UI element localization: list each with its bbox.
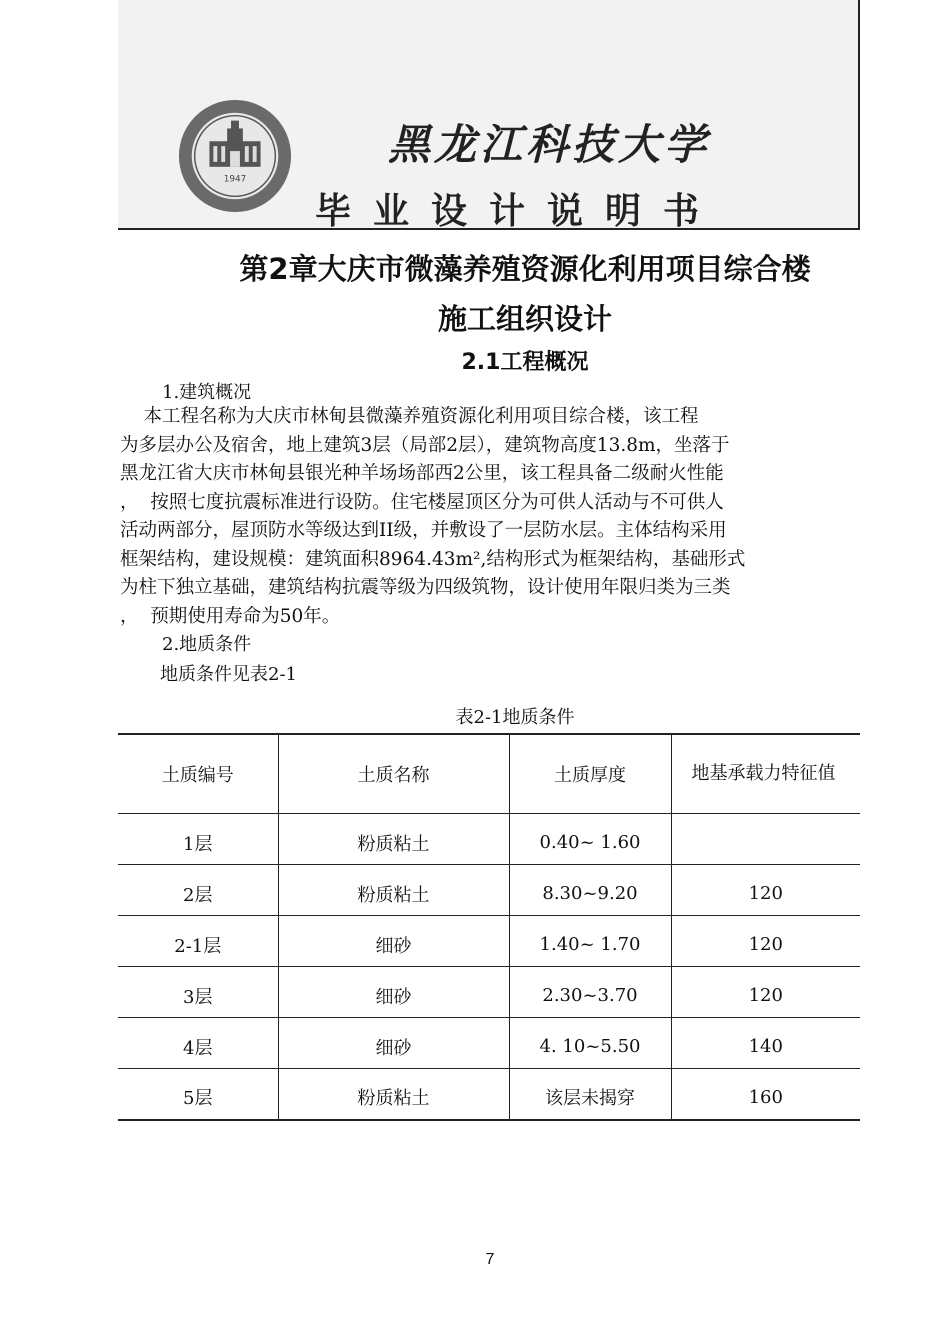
table-cell: 粉质粘土: [278, 814, 509, 865]
table-cell: 4. 10~5.50: [509, 1018, 671, 1069]
paragraph-line: 活动两部分，屋顶防水等级达到II级，并敷设了一层防水层。主体结构采用: [120, 520, 727, 541]
table-cell: 2.30~3.70: [509, 967, 671, 1018]
university-seal-logo: [176, 97, 294, 215]
table-cell: 粉质粘土: [278, 1069, 509, 1120]
table-row: [118, 967, 860, 1018]
table-cell: 8.30~9.20: [509, 865, 671, 916]
building-overview-paragraph: [120, 403, 860, 631]
document-type: 毕业设计说明书: [315, 190, 722, 232]
table-cell: 粉质粘土: [278, 865, 509, 916]
table-cell: 2-1层: [118, 916, 278, 967]
table-header-row: [118, 734, 860, 814]
table-cell: [671, 814, 860, 865]
geology-table: [118, 733, 860, 1121]
column-header: 土质编号: [118, 734, 278, 814]
university-name: 黑龙江科技大学: [388, 120, 711, 169]
svg-text:1947: 1947: [223, 174, 247, 185]
page-number: 7: [485, 1251, 495, 1268]
heading-building-overview: 1.建筑概况: [162, 382, 252, 403]
paragraph-line: 为多层办公及宿舍，地上建筑3层（局部2层），建筑物高度13.8m，坐落于: [120, 434, 730, 456]
table-row: [118, 916, 860, 967]
table-cell: 细砂: [278, 916, 509, 967]
heading-geology: 2.地质条件: [162, 634, 252, 655]
chapter-title-line1: 第2章大庆市微藻养殖资源化利用项目综合楼: [239, 252, 811, 286]
section-title: 2.1工程概况: [461, 350, 589, 375]
table-cell: 120: [671, 865, 860, 916]
paragraph-line: 本工程名称为大庆市林甸县微藻养殖资源化利用项目综合楼，该工程: [120, 406, 699, 427]
paragraph-line: 为柱下独立基础，建筑结构抗震等级为四级筑物，设计使用年限归类为三类: [120, 577, 731, 598]
table-cell: 120: [671, 967, 860, 1018]
table-row: [118, 1069, 860, 1120]
table-cell: 0.40~ 1.60: [509, 814, 671, 865]
column-header: 土质厚度: [509, 734, 671, 814]
column-header: 土质名称: [278, 734, 509, 814]
table-row: [118, 865, 860, 916]
table-cell: 120: [671, 916, 860, 967]
table-cell: 5层: [118, 1069, 278, 1120]
table-cell: 3层: [118, 967, 278, 1018]
paragraph-line: ， 预期使用寿命为50年。: [120, 605, 341, 627]
table-cell: 2层: [118, 865, 278, 916]
column-header: 地基承载力特征值: [671, 734, 860, 814]
table-cell: 160: [671, 1069, 860, 1120]
chapter-title-line2: 施工组织设计: [437, 302, 612, 336]
table-cell: 细砂: [278, 1018, 509, 1069]
table-reference-note: 地质条件见表2-1: [160, 664, 297, 685]
table-cell: 细砂: [278, 967, 509, 1018]
table-cell: 该层未揭穿: [509, 1069, 671, 1120]
table-cell: 1.40~ 1.70: [509, 916, 671, 967]
table-caption: 表2-1地质条件: [455, 707, 575, 728]
table-cell: 140: [671, 1018, 860, 1069]
paragraph-line: 框架结构，建设规模：建筑面积8964.43m²,结构形式为框架结构，基础形式: [120, 548, 746, 570]
paragraph-line: 黑龙江省大庆市林甸县银光种羊场场部西2公里，该工程具备二级耐火性能: [120, 463, 724, 484]
table-cell: 1层: [118, 814, 278, 865]
paragraph-line: ， 按照七度抗震标准进行设防。住宅楼屋顶区分为可供人活动与不可供人: [120, 491, 724, 513]
table-row: [118, 814, 860, 865]
table-cell: 4层: [118, 1018, 278, 1069]
table-row: [118, 1018, 860, 1069]
